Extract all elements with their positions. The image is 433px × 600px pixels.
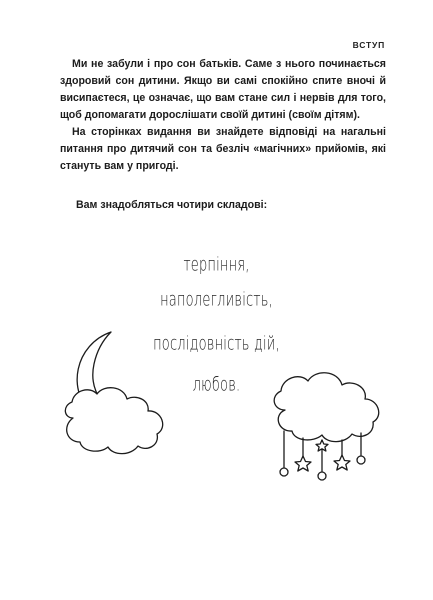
paragraph-parents-sleep: Ми не забули і про сон батьків. Саме з нього починається здоровий сон дитини. Якщо ви самі спокійно спите вночі й висипаєтеся, це означає, що вам стане сил і нервів для того, щоб допомагати дорослішати своїй дитині (своїм дітям). [60,58,386,121]
component-patience: терпіння, [183,254,250,277]
star-icon [295,456,311,471]
star-icon [316,440,328,451]
cloud-right-icon [274,373,379,442]
bead-icon [318,472,326,480]
bead-icon [280,468,288,476]
paragraph-answers: На сторінках видання ви знайдете відповіді на нагальні питання про дитячий сон та безліч «магічних» прийомів, які стануть вам у пригоді. [60,126,386,172]
star-icon [334,455,350,470]
running-head: ВСТУП [352,40,385,50]
bead-icon [357,456,365,464]
cloud-with-hanging-stars-icon [274,373,379,480]
components-intro: Вам знадобляться чотири складові: [76,199,268,211]
component-love: любов. [192,374,241,397]
component-consistency: послідовність дій, [153,333,280,356]
component-persistence: наполегливість, [160,289,273,312]
cloud-left-icon [65,388,162,454]
moon-on-cloud-icon [65,332,162,454]
